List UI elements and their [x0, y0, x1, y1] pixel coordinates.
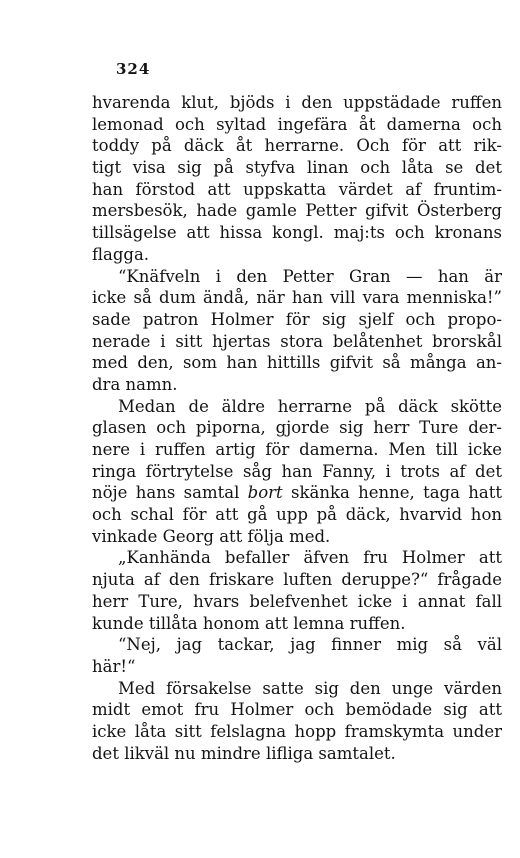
text-line: Med försakelse satte sig den unge värden [118, 678, 502, 698]
text-line: icke så dum ändå, när han vill vara menniska!” [92, 288, 502, 308]
text-line: med den, som han hittills gifvit så många an- [92, 353, 502, 373]
text-segment: nöje hans samtal [92, 483, 240, 503]
text-line: det likväl nu mindre lifliga samtalet. [92, 743, 396, 763]
text-line: här!“ [92, 656, 136, 676]
text-line: Medan de äldre herrarne på däck skötte [118, 396, 502, 416]
text-line: ringa förtrytelse såg han Fanny, i trots af det [92, 461, 502, 481]
text-line: midt emot fru Holmer och bemödade sig att [92, 700, 502, 720]
text-line: “Nej, jag tackar, jag finner mig så väl [118, 635, 502, 655]
text-line: nere i ruffen artig för damerna. Men till icke [92, 440, 502, 459]
text-line: lemonad och syltad ingefära åt damerna och [92, 114, 502, 134]
text-line: och schal för att gå upp på däck, hvarvid hon [92, 505, 502, 525]
text-line: toddy på däck åt herrarne. Och för att rik- [92, 136, 502, 156]
text-line: hvarenda klut, bjöds i den uppstädade ruffen [92, 93, 502, 112]
text-line: kunde tillåta honom att lemna ruffen. [92, 613, 406, 633]
text-line: herr Ture, hvars belefvenhet icke i annat fall [92, 591, 502, 611]
text-line: tigt visa sig på styfva linan och låta se det [92, 158, 502, 178]
text-line: icke låta sitt felslagna hopp framskymta under [92, 721, 502, 741]
text-line: dra namn. [92, 374, 178, 394]
text-line: nerade i sitt hjertas stora belåtenhet brorskål [92, 331, 502, 351]
text-line: glasen och piporna, gjorde sig herr Ture der- [92, 418, 502, 438]
text-line: “Knäfveln i den Petter Gran — han är [118, 266, 502, 286]
text-line: „Kanhända befaller äfven fru Holmer att [118, 548, 502, 568]
text-segment: skänka henne, taga hatt [291, 483, 502, 503]
text-line: vinkade Georg att följa med. [92, 526, 331, 546]
text-line: mersbesök, hade gamle Petter gifvit Österberg [92, 201, 502, 221]
text-line: sade patron Holmer för sig sjelf och propo- [92, 309, 502, 329]
body-text [92, 92, 502, 764]
text-line: flagga. [92, 244, 150, 264]
text-line: njuta af den friskare luften deruppe?“ frågade [92, 570, 502, 590]
text-line: han förstod att uppskatta värdet af fruntim- [92, 179, 502, 199]
text-line: tillsägelse att hissa kongl. maj:ts och kronans [92, 223, 502, 243]
page-number: 324 [116, 60, 151, 78]
text-line [92, 482, 502, 504]
italic-word: bort [247, 483, 283, 503]
